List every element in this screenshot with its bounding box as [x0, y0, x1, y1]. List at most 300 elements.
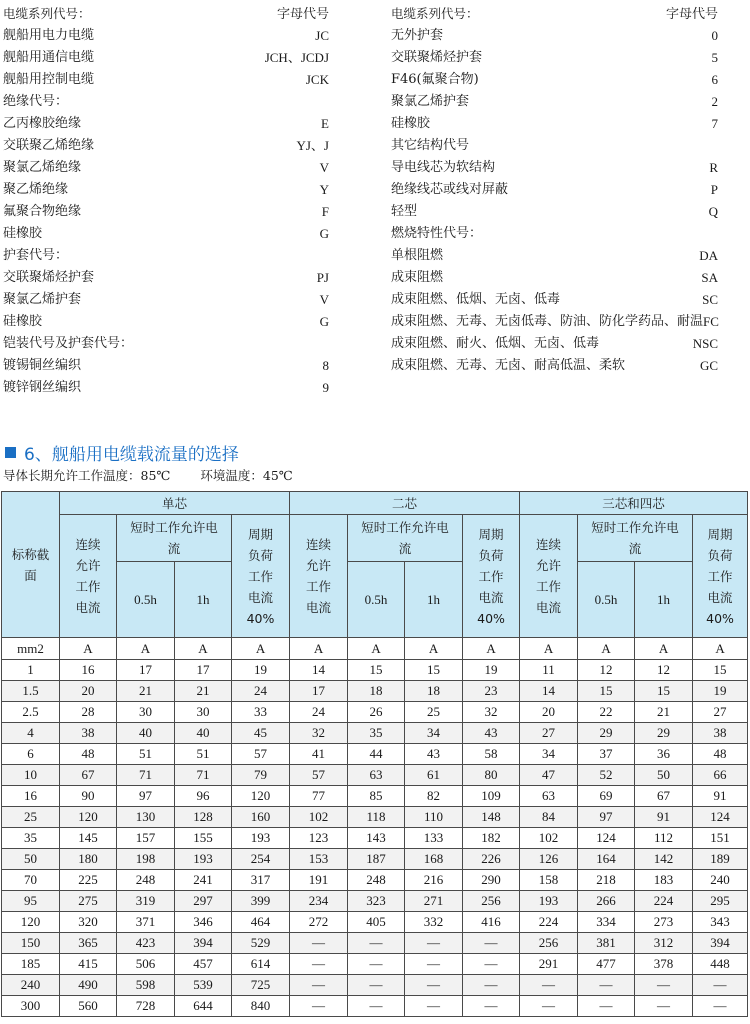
- current-cell: —: [348, 975, 405, 996]
- current-cell: 123: [290, 828, 348, 849]
- unit-row: [2, 638, 748, 660]
- current-cell: 26: [348, 702, 405, 723]
- section-size-cell: 1.5: [2, 681, 60, 702]
- current-cell: 67: [60, 765, 117, 786]
- current-cell: 82: [405, 786, 463, 807]
- code-value: V: [319, 292, 329, 307]
- section-size-cell: 240: [2, 975, 60, 996]
- current-cell: 118: [348, 807, 405, 828]
- current-cell: 143: [348, 828, 405, 849]
- current-cell: 57: [290, 765, 348, 786]
- current-cell: 182: [463, 828, 520, 849]
- current-cell: 15: [405, 660, 463, 681]
- code-value: 0: [711, 28, 718, 43]
- code-list-row: [3, 69, 329, 91]
- code-value: FC: [703, 314, 719, 329]
- ampacity-table: [1, 491, 748, 1017]
- code-label: 成束阻燃、低烟、无卤、低毒: [391, 292, 561, 307]
- code-label: 单根阻燃: [391, 248, 444, 263]
- current-cell: 187: [348, 849, 405, 870]
- current-cell: 614: [232, 954, 290, 975]
- current-cell: 21: [175, 681, 232, 702]
- current-cell: 273: [635, 912, 693, 933]
- code-label: 舰船用电力电缆: [3, 28, 95, 43]
- current-cell: 142: [635, 849, 693, 870]
- current-cell: 365: [60, 933, 117, 954]
- code-label: 导电线芯为软结构: [391, 160, 496, 175]
- current-cell: 12: [578, 660, 635, 681]
- current-cell: 15: [693, 660, 748, 681]
- section-size-cell: 120: [2, 912, 60, 933]
- section-size-cell: 35: [2, 828, 60, 849]
- code-label: 舰船用通信电缆: [3, 50, 95, 65]
- periodic-current-header: 周期负荷工作电流40%: [463, 515, 520, 638]
- current-cell: —: [578, 996, 635, 1017]
- section-size-cell: 70: [2, 870, 60, 891]
- current-cell: 33: [232, 702, 290, 723]
- current-cell: 112: [635, 828, 693, 849]
- code-label: 铠装代号及护套代号：: [3, 336, 134, 351]
- current-cell: 24: [232, 681, 290, 702]
- current-cell: 69: [578, 786, 635, 807]
- current-cell: 17: [117, 660, 175, 681]
- unit-cell: A: [635, 638, 693, 660]
- current-cell: —: [520, 996, 578, 1017]
- current-cell: 11: [520, 660, 578, 681]
- current-cell: 256: [520, 933, 578, 954]
- code-list-row: [3, 201, 329, 223]
- current-cell: 71: [117, 765, 175, 786]
- current-cell: 334: [578, 912, 635, 933]
- current-cell: 19: [693, 681, 748, 702]
- current-cell: 371: [117, 912, 175, 933]
- ambient-temperature: 环境温度：45℃: [200, 468, 293, 483]
- current-cell: —: [693, 975, 748, 996]
- code-list-row: [3, 3, 329, 25]
- code-list-row: [391, 311, 718, 333]
- current-cell: 63: [348, 765, 405, 786]
- code-list-right: [391, 3, 718, 377]
- current-cell: —: [405, 933, 463, 954]
- current-cell: 28: [60, 702, 117, 723]
- code-value: 2: [711, 94, 718, 109]
- code-list-row: [3, 245, 329, 267]
- code-list-row: [3, 311, 329, 333]
- current-cell: 91: [635, 807, 693, 828]
- code-value: Y: [319, 182, 329, 197]
- code-value: JC: [315, 28, 329, 43]
- current-cell: 598: [117, 975, 175, 996]
- periodic-current-header: 周期负荷工作电流40%: [232, 515, 290, 638]
- current-cell: 43: [463, 723, 520, 744]
- table-row: [2, 765, 748, 786]
- table-row: [2, 702, 748, 723]
- unit-cell: A: [232, 638, 290, 660]
- code-list-row: [3, 157, 329, 179]
- current-cell: 271: [405, 891, 463, 912]
- code-label: 硅橡胶: [3, 314, 43, 329]
- current-cell: 19: [463, 660, 520, 681]
- code-list-row: [3, 91, 329, 113]
- current-cell: 405: [348, 912, 405, 933]
- table-row: [2, 786, 748, 807]
- code-label: 成束阻燃、无毒、无卤、耐高低温、柔软: [391, 358, 626, 373]
- nominal-section-header: 标称截面: [2, 492, 60, 638]
- current-cell: 19: [232, 660, 290, 681]
- current-cell: 145: [60, 828, 117, 849]
- code-label: 硅橡胶: [391, 116, 431, 131]
- code-label: 电缆系列代号：: [391, 6, 479, 21]
- current-cell: 120: [60, 807, 117, 828]
- current-cell: 248: [348, 870, 405, 891]
- short-time-current-header: 短时工作允许电流: [348, 515, 463, 562]
- current-cell: 128: [175, 807, 232, 828]
- code-value: 字母代号: [665, 6, 718, 21]
- current-cell: 394: [175, 933, 232, 954]
- current-cell: 84: [520, 807, 578, 828]
- current-cell: 160: [232, 807, 290, 828]
- current-cell: 448: [693, 954, 748, 975]
- current-cell: 725: [232, 975, 290, 996]
- current-cell: 644: [175, 996, 232, 1017]
- code-label: 镀锡铜丝编织: [3, 358, 82, 373]
- unit-cell: A: [348, 638, 405, 660]
- current-cell: 51: [117, 744, 175, 765]
- current-cell: 38: [60, 723, 117, 744]
- temperature-conditions: [3, 466, 319, 484]
- code-label: 成束阻燃、耐火、低烟、无卤、低毒: [391, 336, 600, 351]
- current-cell: 840: [232, 996, 290, 1017]
- half-hour-header: 0.5h: [348, 562, 405, 638]
- current-cell: 110: [405, 807, 463, 828]
- current-cell: 124: [693, 807, 748, 828]
- current-cell: —: [635, 996, 693, 1017]
- unit-cell: A: [117, 638, 175, 660]
- code-value: NSC: [692, 336, 718, 351]
- current-cell: 464: [232, 912, 290, 933]
- current-cell: —: [405, 996, 463, 1017]
- code-list-row: [3, 113, 329, 135]
- current-cell: 63: [520, 786, 578, 807]
- code-list-row: [391, 69, 718, 91]
- code-list-row: [3, 333, 329, 355]
- current-cell: 560: [60, 996, 117, 1017]
- current-cell: 48: [693, 744, 748, 765]
- code-value: G: [319, 314, 329, 329]
- current-cell: 18: [348, 681, 405, 702]
- current-cell: 529: [232, 933, 290, 954]
- current-cell: 234: [290, 891, 348, 912]
- code-label: 氟聚合物绝缘: [3, 204, 82, 219]
- code-list-row: [391, 267, 718, 289]
- current-cell: 120: [232, 786, 290, 807]
- current-cell: —: [405, 975, 463, 996]
- unit-cell: A: [578, 638, 635, 660]
- section-size-cell: 2.5: [2, 702, 60, 723]
- current-cell: 45: [232, 723, 290, 744]
- code-label: 轻型: [391, 204, 418, 219]
- current-cell: 124: [578, 828, 635, 849]
- current-cell: 44: [348, 744, 405, 765]
- current-cell: 79: [232, 765, 290, 786]
- current-cell: 416: [463, 912, 520, 933]
- current-cell: 102: [520, 828, 578, 849]
- code-label: 成束阻燃: [391, 270, 444, 285]
- current-cell: 155: [175, 828, 232, 849]
- current-cell: 153: [290, 849, 348, 870]
- current-cell: 25: [405, 702, 463, 723]
- current-cell: —: [348, 996, 405, 1017]
- table-row: [2, 975, 748, 996]
- code-label: 无外护套: [391, 28, 444, 43]
- current-cell: 290: [463, 870, 520, 891]
- current-cell: 71: [175, 765, 232, 786]
- current-cell: 90: [60, 786, 117, 807]
- current-cell: 15: [635, 681, 693, 702]
- current-cell: 275: [60, 891, 117, 912]
- one-hour-header: 1h: [175, 562, 232, 638]
- table-row: [2, 891, 748, 912]
- code-value: DA: [699, 248, 718, 263]
- current-cell: 40: [175, 723, 232, 744]
- current-cell: 133: [405, 828, 463, 849]
- code-label: F46(氟聚合物): [391, 72, 479, 87]
- code-value: YJ、J: [296, 138, 329, 153]
- continuous-current-header: 连续允许工作电流: [520, 515, 578, 638]
- current-cell: 415: [60, 954, 117, 975]
- unit-cell: A: [175, 638, 232, 660]
- code-label: 交联聚烯烃护套: [3, 270, 95, 285]
- current-cell: 539: [175, 975, 232, 996]
- current-cell: 97: [117, 786, 175, 807]
- current-cell: 61: [405, 765, 463, 786]
- current-cell: 102: [290, 807, 348, 828]
- code-value: 5: [711, 50, 718, 65]
- current-cell: —: [463, 975, 520, 996]
- code-value: F: [321, 204, 329, 219]
- current-cell: 343: [693, 912, 748, 933]
- current-cell: 506: [117, 954, 175, 975]
- table-row: [2, 828, 748, 849]
- code-list-row: [3, 135, 329, 157]
- code-list-row: [3, 25, 329, 47]
- short-time-current-header: 短时工作允许电流: [578, 515, 693, 562]
- code-list-row: [3, 47, 329, 69]
- conductor-temperature: 导体长期允许工作温度：85℃: [3, 468, 171, 483]
- current-cell: 226: [463, 849, 520, 870]
- periodic-current-header: 周期负荷工作电流40%: [693, 515, 748, 638]
- current-cell: 323: [348, 891, 405, 912]
- code-label: 聚氯乙烯护套: [3, 292, 82, 307]
- current-cell: 319: [117, 891, 175, 912]
- current-cell: 148: [463, 807, 520, 828]
- group-header-three-four-core: 三芯和四芯: [520, 492, 748, 515]
- current-cell: 32: [463, 702, 520, 723]
- group-header-single-core: 单芯: [60, 492, 290, 515]
- current-cell: 477: [578, 954, 635, 975]
- code-value: Q: [708, 204, 718, 219]
- code-label: 交联聚乙烯绝缘: [3, 138, 95, 153]
- code-list-row: [391, 333, 718, 355]
- current-cell: 158: [520, 870, 578, 891]
- table-row: [2, 723, 748, 744]
- unit-cell: A: [405, 638, 463, 660]
- current-cell: 224: [520, 912, 578, 933]
- continuous-current-header: 连续允许工作电流: [60, 515, 117, 638]
- current-cell: 80: [463, 765, 520, 786]
- current-cell: 24: [290, 702, 348, 723]
- current-cell: 27: [520, 723, 578, 744]
- code-value: G: [319, 226, 329, 241]
- current-cell: 17: [290, 681, 348, 702]
- current-cell: 20: [520, 702, 578, 723]
- current-cell: 15: [348, 660, 405, 681]
- current-cell: 193: [520, 891, 578, 912]
- current-cell: 85: [348, 786, 405, 807]
- current-cell: 48: [60, 744, 117, 765]
- current-cell: 29: [635, 723, 693, 744]
- code-label: 交联聚烯烃护套: [391, 50, 483, 65]
- current-cell: 15: [578, 681, 635, 702]
- code-value: SC: [702, 292, 718, 307]
- code-list-row: [391, 47, 718, 69]
- current-cell: 332: [405, 912, 463, 933]
- square-bullet-icon: [5, 447, 16, 458]
- current-cell: 16: [60, 660, 117, 681]
- half-hour-header: 0.5h: [578, 562, 635, 638]
- current-cell: 254: [232, 849, 290, 870]
- code-list-row: [3, 267, 329, 289]
- current-cell: 216: [405, 870, 463, 891]
- section-title: [5, 440, 239, 465]
- group-header-two-core: 二芯: [290, 492, 520, 515]
- current-cell: 27: [693, 702, 748, 723]
- current-cell: —: [348, 933, 405, 954]
- current-cell: 225: [60, 870, 117, 891]
- current-cell: 40: [117, 723, 175, 744]
- current-cell: 32: [290, 723, 348, 744]
- code-list-row: [3, 223, 329, 245]
- current-cell: 180: [60, 849, 117, 870]
- current-cell: 12: [635, 660, 693, 681]
- code-list-row: [391, 157, 718, 179]
- current-cell: 38: [693, 723, 748, 744]
- current-cell: 23: [463, 681, 520, 702]
- section-size-cell: 10: [2, 765, 60, 786]
- code-list-row: [391, 289, 718, 311]
- code-label: 硅橡胶: [3, 226, 43, 241]
- code-list-row: [391, 3, 718, 25]
- current-cell: 21: [635, 702, 693, 723]
- current-cell: 109: [463, 786, 520, 807]
- half-hour-header: 0.5h: [117, 562, 175, 638]
- current-cell: 394: [693, 933, 748, 954]
- current-cell: 91: [693, 786, 748, 807]
- code-label: 绝缘代号：: [3, 94, 69, 109]
- current-cell: 43: [405, 744, 463, 765]
- code-value: JCK: [305, 72, 329, 87]
- code-list-row: [391, 355, 718, 377]
- current-cell: 67: [635, 786, 693, 807]
- current-cell: 248: [117, 870, 175, 891]
- current-cell: 224: [635, 891, 693, 912]
- unit-cell: A: [290, 638, 348, 660]
- current-cell: 164: [578, 849, 635, 870]
- table-row: [2, 912, 748, 933]
- table-row: [2, 933, 748, 954]
- current-cell: 423: [117, 933, 175, 954]
- current-cell: 191: [290, 870, 348, 891]
- current-cell: 381: [578, 933, 635, 954]
- section-size-cell: 150: [2, 933, 60, 954]
- code-list-row: [3, 355, 329, 377]
- code-label: 聚氯乙烯绝缘: [3, 160, 82, 175]
- section-size-cell: 16: [2, 786, 60, 807]
- code-value: SA: [701, 270, 718, 285]
- current-cell: 34: [520, 744, 578, 765]
- current-cell: —: [520, 975, 578, 996]
- code-label: 乙丙橡胶绝缘: [3, 116, 82, 131]
- current-cell: —: [348, 954, 405, 975]
- table-row: [2, 744, 748, 765]
- code-value: 8: [322, 358, 329, 373]
- current-cell: 96: [175, 786, 232, 807]
- current-cell: 35: [348, 723, 405, 744]
- code-list-row: [3, 179, 329, 201]
- code-label: 其它结构代号: [391, 138, 470, 153]
- current-cell: 312: [635, 933, 693, 954]
- code-label: 成束阻燃、无毒、无卤低毒、防油、防化学药品、耐温: [391, 314, 704, 329]
- current-cell: 37: [578, 744, 635, 765]
- section-size-cell: 1: [2, 660, 60, 681]
- current-cell: 29: [578, 723, 635, 744]
- section-size-cell: 25: [2, 807, 60, 828]
- current-cell: 378: [635, 954, 693, 975]
- current-cell: —: [290, 933, 348, 954]
- current-cell: —: [290, 996, 348, 1017]
- code-list-row: [391, 201, 718, 223]
- current-cell: 130: [117, 807, 175, 828]
- code-list-row: [391, 245, 718, 267]
- code-value: PJ: [316, 270, 329, 285]
- current-cell: 320: [60, 912, 117, 933]
- unit-cell: A: [463, 638, 520, 660]
- current-cell: 21: [117, 681, 175, 702]
- current-cell: —: [463, 933, 520, 954]
- current-cell: 47: [520, 765, 578, 786]
- code-value: GC: [699, 358, 718, 373]
- code-list-row: [391, 91, 718, 113]
- current-cell: 22: [578, 702, 635, 723]
- current-cell: 346: [175, 912, 232, 933]
- code-value: 9: [322, 380, 329, 395]
- current-cell: 51: [175, 744, 232, 765]
- code-label: 镀锌钢丝编织: [3, 380, 82, 395]
- code-label: 燃烧特性代号：: [391, 226, 483, 241]
- code-value: 7: [711, 116, 718, 131]
- current-cell: 57: [232, 744, 290, 765]
- current-cell: 18: [405, 681, 463, 702]
- unit-cell: A: [520, 638, 578, 660]
- one-hour-header: 1h: [405, 562, 463, 638]
- current-cell: 20: [60, 681, 117, 702]
- code-list-row: [391, 25, 718, 47]
- section-size-cell: 4: [2, 723, 60, 744]
- code-value: JCH、JCDJ: [264, 50, 329, 65]
- table-row: [2, 996, 748, 1017]
- current-cell: 17: [175, 660, 232, 681]
- table-row: [2, 660, 748, 681]
